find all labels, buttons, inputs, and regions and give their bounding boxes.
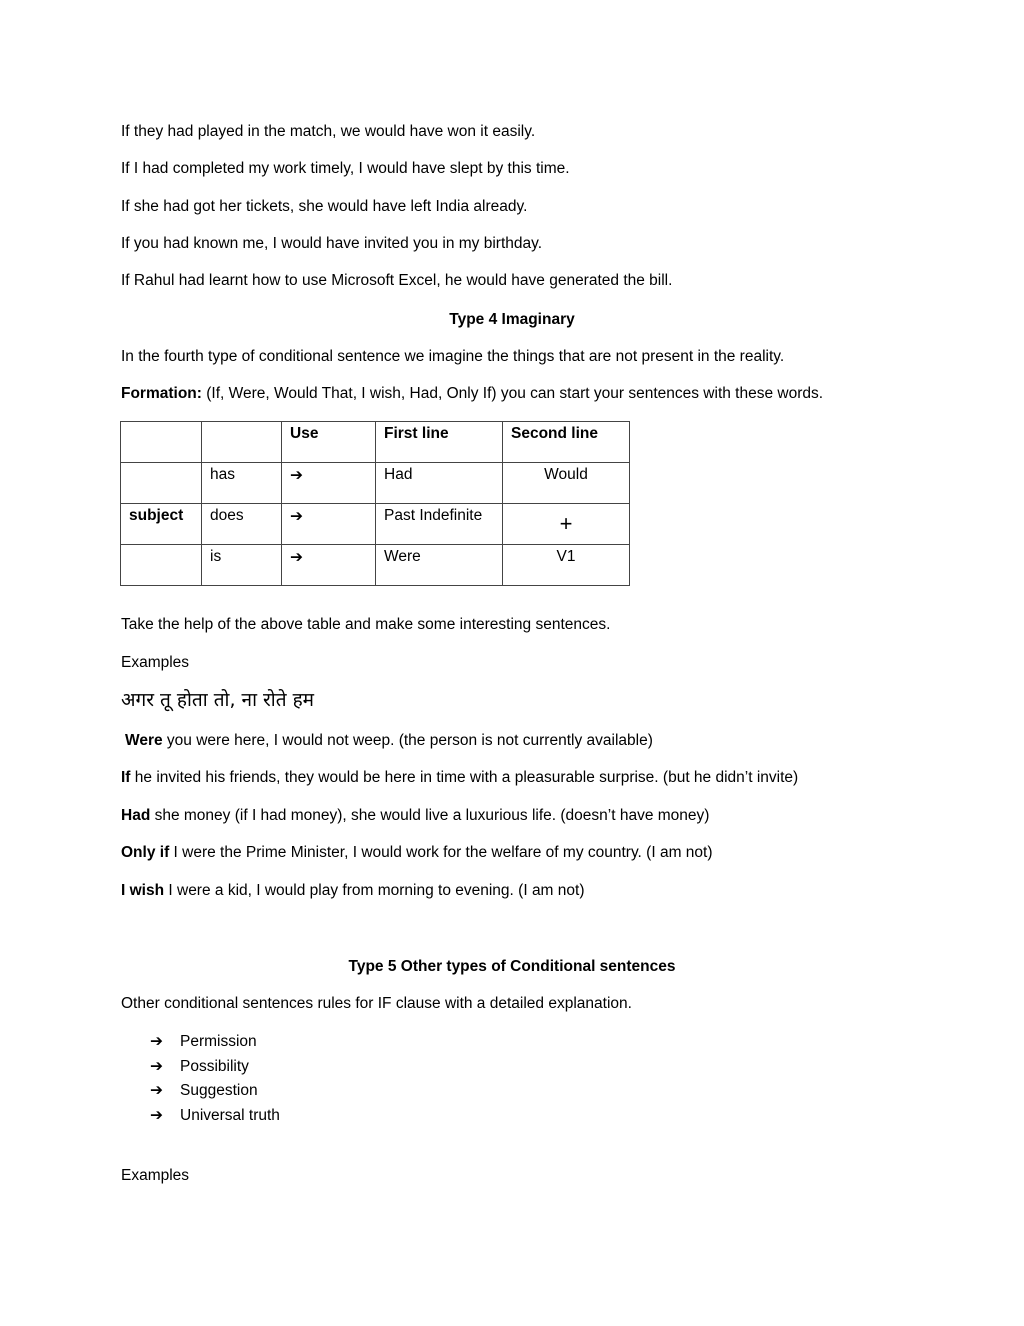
table-header-cell [121, 422, 202, 463]
arrow-icon: ➔ [150, 1057, 163, 1075]
type4-heading: Type 4 Imaginary [449, 311, 575, 328]
table-row [121, 463, 630, 504]
table-header-row [121, 422, 630, 463]
list-item [150, 1055, 280, 1080]
formation-label: Formation: [121, 385, 202, 402]
example-item [121, 768, 798, 788]
table-note: Take the help of the above table and make some interesting sentences. [121, 616, 611, 633]
table-cell [121, 545, 202, 586]
examples-label: Examples [121, 1167, 190, 1184]
example-lead: Had [121, 807, 151, 824]
table-header-cell [202, 422, 282, 463]
example-item [121, 806, 709, 826]
arrow-icon: ➔ [150, 1106, 163, 1124]
example-rest: you were here, I would not weep. (the person is not currently available) [162, 732, 653, 749]
example-sentence: If she had got her tickets, she would have left India already. [121, 198, 528, 215]
list-item-label: Universal truth [180, 1106, 280, 1124]
arrow-icon: ➔ [150, 1033, 163, 1050]
list-item [150, 1104, 280, 1129]
list-item [150, 1079, 280, 1104]
list-item [150, 1030, 280, 1055]
table-header-use: Use [282, 422, 376, 463]
arrow-icon: ➔ [282, 504, 376, 545]
table-cell-subject: subject [121, 504, 202, 545]
example-sentence: If I had completed my work timely, I would have slept by this time. [121, 160, 570, 177]
arrow-icon: ➔ [282, 545, 376, 586]
table-cell-first-line: Had [376, 463, 503, 504]
list-item-label: Suggestion [180, 1082, 258, 1099]
example-sentence: If you had known me, I would have invited you in my birthday. [121, 235, 543, 252]
table-row [121, 545, 630, 586]
table-cell-second-line [503, 504, 630, 545]
formation-text: (If, Were, Would That, I wish, Had, Only If) you can start your sentences with these words. [201, 385, 824, 402]
example-item [125, 731, 653, 751]
table-row [121, 504, 630, 545]
list-item-label: Possibility [180, 1057, 249, 1075]
table-cell-verb: does [202, 504, 282, 545]
table-header-first-line: First line [376, 422, 503, 463]
example-rest: she money (if I had money), she would live a luxurious life. (doesn’t have money) [150, 807, 710, 824]
table-cell-second-line: V1 [503, 545, 630, 586]
conditional-table [120, 421, 630, 586]
example-lead: Were [125, 732, 163, 749]
example-lead: I wish [121, 882, 165, 899]
table-cell-verb: is [202, 545, 282, 586]
example-lead: If [121, 769, 131, 786]
list-item-label: Permission [180, 1033, 257, 1050]
type5-heading: Type 5 Other types of Conditional sentences [348, 958, 676, 975]
table-header-second-line: Second line [503, 422, 630, 463]
example-rest: he invited his friends, they would be here in time with a pleasurable surprise. (but he didn’t invite) [130, 769, 799, 786]
example-lead: Only if [121, 844, 170, 861]
plus-sign: + [559, 511, 573, 536]
arrow-icon: ➔ [282, 463, 376, 504]
table-cell-verb: has [202, 463, 282, 504]
type5-intro: Other conditional sentences rules for IF clause with a detailed explanation. [121, 995, 632, 1012]
formation-line [121, 384, 823, 404]
table-cell-second-line: Would [503, 463, 630, 504]
table-cell-first-line: Past Indefinite [376, 504, 503, 545]
example-sentence: If they had played in the match, we would have won it easily. [121, 123, 536, 140]
type4-intro: In the fourth type of conditional sentence we imagine the things that are not present in the reality. [121, 348, 785, 365]
hindi-line: अगर तू होता तो, ना रोते हम [121, 689, 315, 711]
example-item [121, 843, 713, 863]
example-rest: I were the Prime Minister, I would work for the welfare of my country. (I am not) [169, 844, 713, 861]
example-sentence: If Rahul had learnt how to use Microsoft Excel, he would have generated the bill. [121, 272, 673, 289]
arrow-icon: ➔ [150, 1082, 163, 1099]
example-rest: I were a kid, I would play from morning to evening. (I am not) [164, 882, 585, 899]
example-item [121, 881, 585, 901]
table-cell [121, 463, 202, 504]
rule-list [150, 1030, 280, 1128]
examples-label: Examples [121, 654, 190, 671]
table-cell-first-line: Were [376, 545, 503, 586]
